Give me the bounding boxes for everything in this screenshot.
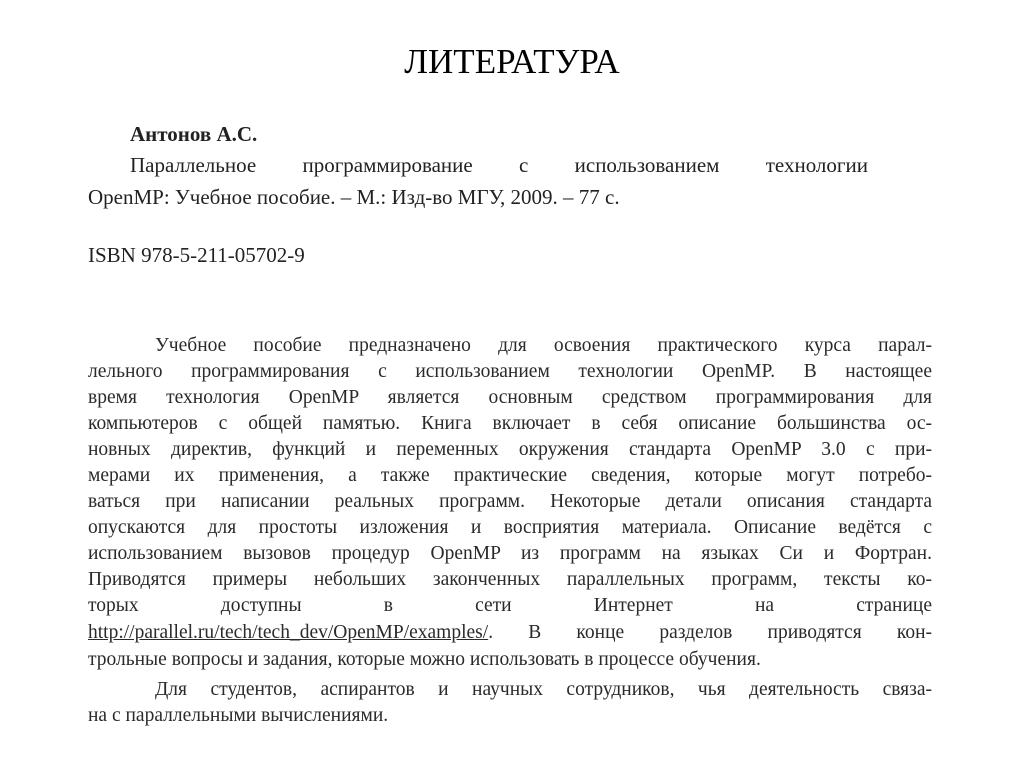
annotation-line: мерами их применения, а также практические сведения, которые могут потребо- (88, 465, 932, 486)
audience-line: Для студентов, аспирантов и научных сотрудников, чья деятельность связа- (155, 679, 932, 700)
book-title-line-2: OpenMP: Учебное пособие. – М.: Изд-во МГУ, 2009. – 77 с. (88, 185, 620, 209)
annotation-line: Приводятся примеры небольших законченных параллельных программ, тексты ко- (88, 569, 932, 590)
annotation-line: опускаются для простоты изложения и восприятия материала. Описание ведётся с (88, 517, 932, 538)
book-isbn: ISBN 978-5-211-05702-9 (88, 243, 305, 267)
book-author: Антонов А.С. (130, 122, 258, 146)
annotation-line: торых доступны в сети Интернет на странице (88, 595, 932, 616)
audience-line: на с параллельными вычислениями. (88, 705, 389, 726)
annotation-line: Учебное пособие предназначено для освоения практического курса парал- (155, 335, 932, 356)
examples-link[interactable]: http://parallel.ru/tech/tech_dev/OpenMP/examples/ (88, 622, 489, 643)
annotation-line: лельного программирования с использованием технологии OpenMP. В настоящее (88, 361, 932, 382)
annotation-line: компьютеров с общей памятью. Книга включает в себя описание большинства ос- (88, 413, 932, 434)
annotation-line: время технология OpenMP является основным средством программирования для (88, 387, 932, 408)
annotation-line: ваться при написании реальных программ. Некоторые детали описания стандарта (88, 491, 932, 512)
book-title-line-1: Параллельное программирование с использованием технологии (130, 153, 868, 177)
annotation-line: новных директив, функций и переменных окружения стандарта OpenMP 3.0 с при- (88, 439, 932, 460)
annotation-line: использованием вызовов процедур OpenMP из программ на языках Си и Фортран. (88, 543, 932, 564)
slide-title: ЛИТЕРАТУРА (404, 42, 620, 81)
link-tail-text: . В конце разделов приводятся кон- (488, 622, 932, 643)
annotation-line-link (88, 621, 932, 645)
annotation-line: трольные вопросы и задания, которые можно использовать в процессе обучения. (88, 649, 761, 670)
